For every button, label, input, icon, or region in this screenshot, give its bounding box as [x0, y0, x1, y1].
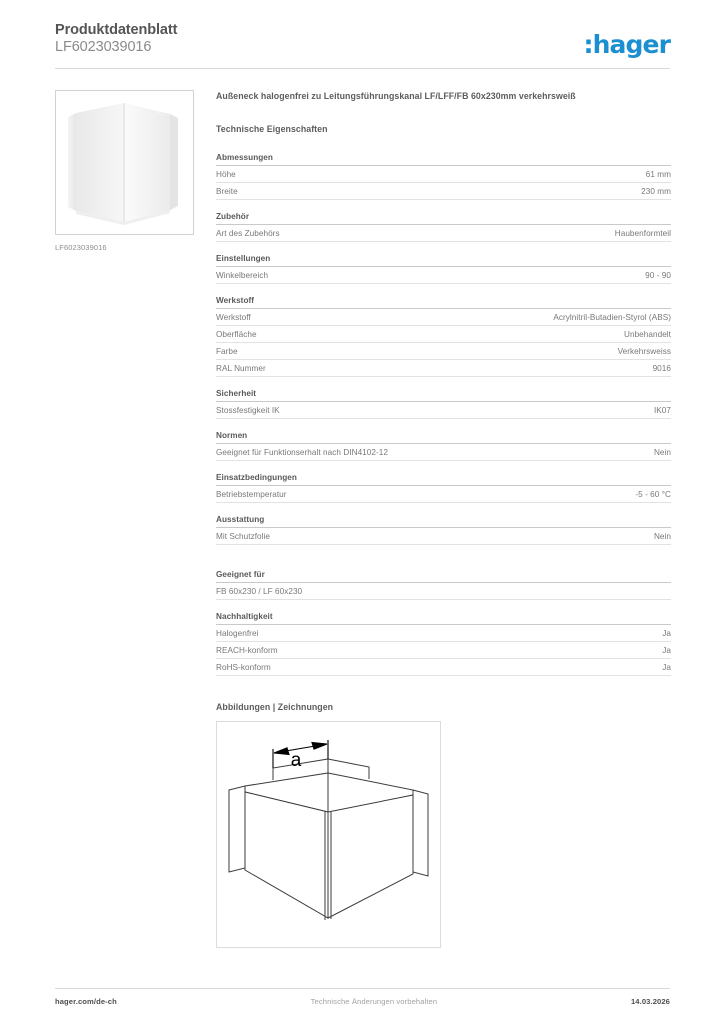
table-row	[216, 528, 671, 545]
spec-label: Winkelbereich	[216, 271, 269, 280]
hager-logo: :hager	[583, 30, 670, 59]
page-title: Produktdatenblatt	[55, 22, 178, 38]
content-column	[216, 90, 671, 948]
table-row	[216, 225, 671, 242]
spec-group	[216, 570, 671, 600]
spec-value: IK07	[653, 406, 671, 415]
spec-label: RAL Nummer	[216, 364, 266, 373]
spec-value: Verkehrsweiss	[617, 347, 671, 356]
spec-value: Acrylnitril-Butadien-Styrol (ABS)	[553, 313, 671, 322]
technical-drawing-isometric-external-corner	[217, 722, 440, 947]
footer-disclaimer: Technische Änderungen vorbehalten	[310, 997, 438, 1006]
product-figure	[55, 90, 196, 252]
spec-value: Ja	[662, 646, 671, 655]
spec-label: Halogenfrei	[216, 629, 259, 638]
spec-value: -5 - 60 °C	[635, 490, 671, 499]
spec-group	[216, 431, 671, 461]
product-image-caption: LF6023039016	[55, 243, 107, 252]
dimension-label-a: a	[290, 750, 302, 771]
footer-divider	[55, 988, 670, 989]
page-header	[55, 22, 670, 68]
spec-group	[216, 389, 671, 419]
spec-group-title: Nachhaltigkeit	[216, 612, 671, 625]
table-row	[216, 659, 671, 676]
spec-group	[216, 254, 671, 284]
drawings-heading: Abbildungen | Zeichnungen	[216, 702, 334, 712]
technical-drawing-frame	[216, 721, 441, 948]
drawings-section	[216, 702, 671, 948]
spec-value: 61 mm	[645, 170, 671, 179]
spec-value: Unbehandelt	[624, 330, 671, 339]
header-article-number: LF6023039016	[55, 39, 152, 55]
table-row	[216, 583, 671, 600]
spec-value: 9016	[652, 364, 671, 373]
spec-value: Nein	[653, 532, 671, 541]
spec-value: Nein	[653, 448, 671, 457]
spec-group-title: Zubehör	[216, 212, 671, 225]
spec-value: Haubenformteil	[614, 229, 671, 238]
spec-value: Ja	[662, 629, 671, 638]
spec-group	[216, 612, 671, 676]
table-row	[216, 326, 671, 343]
spec-group-title: Geeignet für	[216, 570, 671, 583]
spec-group	[216, 212, 671, 242]
spec-label: FB 60x230 / LF 60x230	[216, 587, 303, 596]
spec-label: Betriebstemperatur	[216, 490, 287, 499]
spec-group	[216, 473, 671, 503]
table-row	[216, 166, 671, 183]
spec-group-title: Abmessungen	[216, 153, 671, 166]
spec-group-title: Einsatzbedingungen	[216, 473, 671, 486]
footer-date: 14.03.2026	[630, 997, 670, 1006]
footer-website[interactable]: hager.com/de-ch	[55, 997, 117, 1006]
spec-label: Mit Schutzfolie	[216, 532, 270, 541]
table-row	[216, 444, 671, 461]
technical-properties-heading: Technische Eigenschaften	[216, 124, 328, 134]
table-row	[216, 343, 671, 360]
spec-value: 90 - 90	[645, 271, 671, 280]
spec-group-gap	[216, 557, 671, 570]
spec-label: Breite	[216, 187, 238, 196]
spec-label: RoHS-konform	[216, 663, 271, 672]
table-row	[216, 642, 671, 659]
table-row	[216, 486, 671, 503]
product-image-frame	[55, 90, 194, 235]
spec-label: Werkstoff	[216, 313, 251, 322]
spec-label: Höhe	[216, 170, 236, 179]
spec-group	[216, 515, 671, 545]
spec-group-title: Sicherheit	[216, 389, 671, 402]
table-row	[216, 267, 671, 284]
spec-group-title: Einstellungen	[216, 254, 671, 267]
spec-group	[216, 153, 671, 200]
spec-label: Art des Zubehörs	[216, 229, 280, 238]
spec-label: Oberfläche	[216, 330, 257, 339]
spec-label: Geeignet für Funktionserhalt nach DIN4102-12	[216, 448, 388, 457]
product-photo-external-corner-white	[56, 91, 193, 234]
product-title: Außeneck halogenfrei zu Leitungsführungskanal LF/LFF/FB 60x230mm verkehrsweiß	[216, 91, 576, 101]
table-row	[216, 625, 671, 642]
spec-label: Stossfestigkeit IK	[216, 406, 280, 415]
table-row	[216, 402, 671, 419]
spec-table	[216, 153, 671, 676]
table-row	[216, 309, 671, 326]
page-footer	[55, 997, 670, 1006]
table-row	[216, 360, 671, 377]
spec-group-title: Ausstattung	[216, 515, 671, 528]
spec-value: Ja	[662, 663, 671, 672]
spec-label: Farbe	[216, 347, 238, 356]
spec-label: REACH-konform	[216, 646, 278, 655]
spec-group	[216, 296, 671, 377]
spec-group-title: Werkstoff	[216, 296, 671, 309]
spec-value: 230 mm	[641, 187, 671, 196]
table-row	[216, 183, 671, 200]
header-divider	[55, 68, 670, 69]
spec-group-title: Normen	[216, 431, 671, 444]
